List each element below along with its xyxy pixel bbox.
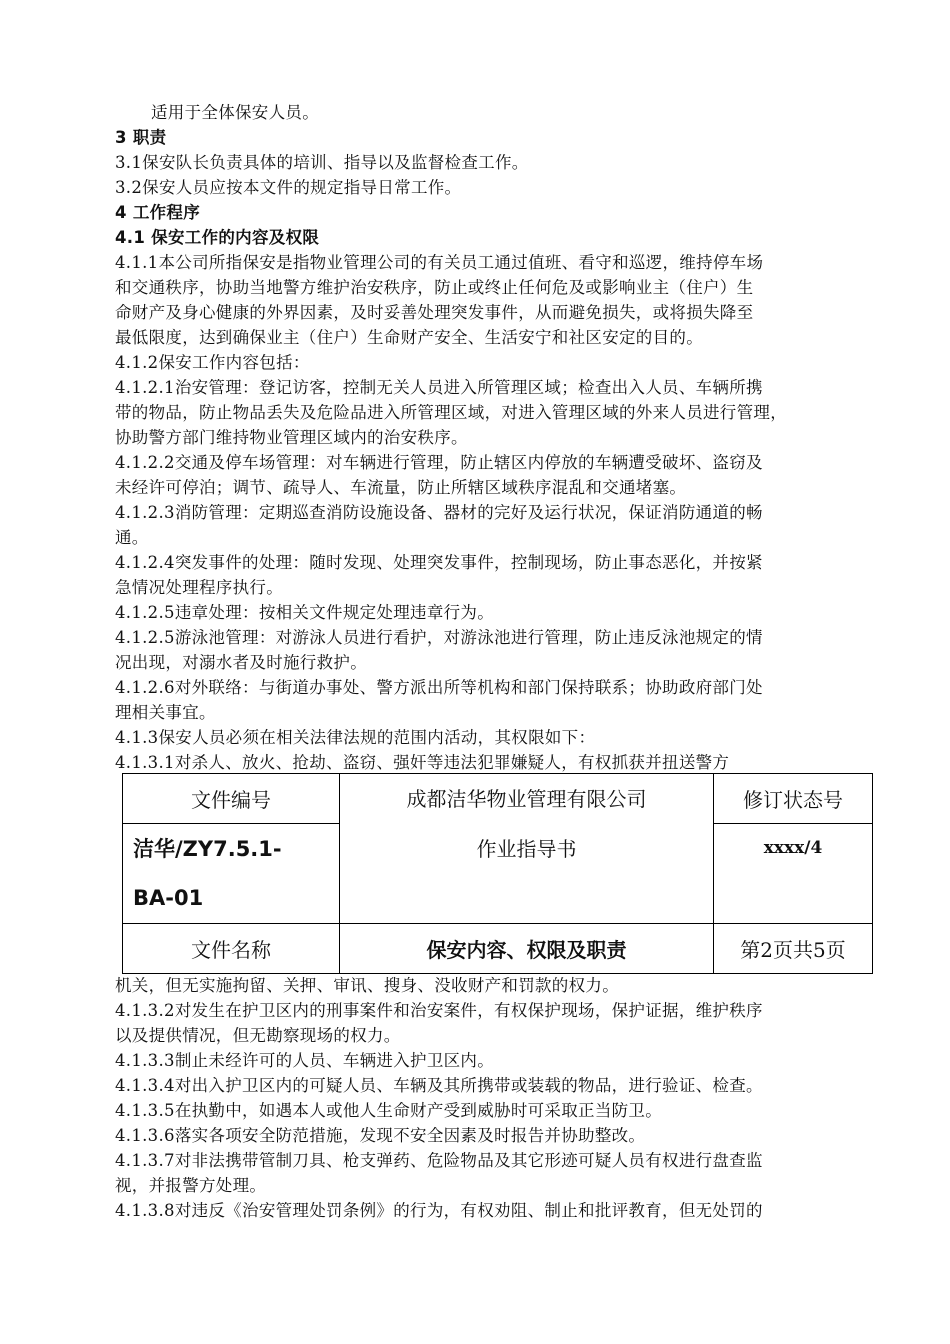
section-heading: 4 工作程序 [115, 203, 201, 222]
text-line: 4.1.3.3制止未经许可的人员、车辆进入护卫区内。 [115, 1051, 495, 1070]
text-line: 4.1.2.6对外联络：与街道办事处、警方派出所等机构和部门保持联系；协助政府部门处 [115, 678, 763, 697]
text-line: 和交通秩序，协助当地警方维护治安秩序，防止或终止任何危及或影响业主（住户）生 [115, 278, 754, 297]
text-line: 4.1.3.6落实各项安全防范措施，发现不安全因素及时报告并协助整改。 [115, 1126, 646, 1145]
text-line: 协助警方部门维持物业管理区域内的治安秩序。 [115, 428, 468, 447]
doc-number-line1: 洁华/ZY7.5.1- [133, 836, 282, 861]
revision-value: xxxx/4 [714, 824, 873, 924]
text-line: 以及提供情况，但无勘察现场的权力。 [115, 1026, 401, 1045]
body-text-bottom [115, 973, 875, 1223]
text-line: 4.1.3.7对非法携带管制刀具、枪支弹药、危险物品及其它形迹可疑人员有权进行盘查监 [115, 1151, 763, 1170]
text-line: 3.2保安人员应按本文件的规定指导日常工作。 [115, 178, 462, 197]
text-line: 4.1.3.2对发生在护卫区内的刑事案件和治安案件，有权保护现场，保护证据，维护秩序 [115, 1001, 763, 1020]
text-line: 4.1.3.1对杀人、放火、抢劫、盗窃、强奸等违法犯罪嫌疑人，有权抓获并扭送警方 [115, 753, 730, 772]
text-line: 4.1.2.3消防管理：定期巡查消防设施设备、器材的完好及运行状况，保证消防通道的畅 [115, 503, 763, 522]
text-line: 急情况处理程序执行。 [115, 578, 283, 597]
company-and-doc-type-cell [340, 774, 714, 924]
text-line: 命财产及身心健康的外界因素，及时妥善处理突发事件，从而避免损失，或将损失降至 [115, 303, 754, 322]
text-line: 4.1.2.4突发事件的处理：随时发现、处理突发事件，控制现场，防止事态恶化，并按紧 [115, 553, 763, 572]
text-line: 4.1.2.5游泳池管理：对游泳人员进行看护，对游泳池进行管理，防止违反泳池规定的情 [115, 628, 763, 647]
text-line: 4.1.3保安人员必须在相关法律法规的范围内活动，其权限如下： [115, 728, 596, 747]
text-line: 4.1.2.1治安管理：登记访客，控制无关人员进入所管理区域；检查出入人员、车辆所携 [115, 378, 763, 397]
text-line: 未经许可停泊；调节、疏导人、车流量，防止所辖区域秩序混乱和交通堵塞。 [115, 478, 687, 497]
section-heading: 3 职责 [115, 128, 167, 147]
doc-name-value: 保安内容、权限及职责 [340, 924, 714, 974]
text-line: 4.1.2保安工作内容包括： [115, 353, 310, 372]
text-line: 4.1.2.5违章处理：按相关文件规定处理违章行为。 [115, 603, 495, 622]
text-line: 机关，但无实施拘留、关押、审讯、搜身、没收财产和罚款的权力。 [115, 976, 619, 995]
doc-number-value [123, 824, 340, 924]
text-line: 适用于全体保安人员。 [151, 103, 319, 122]
revision-label: 修订状态号 [714, 774, 873, 824]
text-line: 4.1.3.8对违反《治安管理处罚条例》的行为，有权劝阻、制止和批评教育，但无处罚的 [115, 1201, 763, 1220]
text-line: 4.1.1本公司所指保安是指物业管理公司的有关员工通过值班、看守和巡逻，维持停车场 [115, 253, 764, 272]
document-header-table [122, 773, 873, 974]
doc-type: 作业指导书 [476, 837, 577, 861]
text-line: 4.1.3.4对出入护卫区内的可疑人员、车辆及其所携带或装载的物品，进行验证、检查。 [115, 1076, 763, 1095]
text-line: 理相关事宜。 [115, 703, 216, 722]
text-line: 带的物品，防止物品丢失及危险品进入所管理区域，对进入管理区域的外来人员进行管理， [115, 403, 787, 422]
text-line: 况出现，对溺水者及时施行救护。 [115, 653, 367, 672]
doc-name-label: 文件名称 [123, 924, 340, 974]
text-line: 4.1.2.2交通及停车场管理：对车辆进行管理，防止辖区内停放的车辆遭受破坏、盗窃及 [115, 453, 763, 472]
text-line: 4.1.3.5在执勤中，如遇本人或他人生命财产受到威胁时可采取正当防卫。 [115, 1101, 663, 1120]
text-line: 3.1保安队长负责具体的培训、指导以及监督检查工作。 [115, 153, 529, 172]
page-info: 第2页共5页 [714, 924, 873, 974]
doc-number-line2: BA-01 [133, 885, 204, 910]
company-name: 成都洁华物业管理有限公司 [406, 787, 647, 811]
text-line: 通。 [115, 528, 149, 547]
doc-number-label: 文件编号 [123, 774, 340, 824]
section-heading: 4.1 保安工作的内容及权限 [115, 228, 320, 247]
text-line: 视，并报警方处理。 [115, 1176, 267, 1195]
body-text-top [115, 100, 875, 775]
text-line: 最低限度，达到确保业主（住户）生命财产安全、生活安宁和社区安定的目的。 [115, 328, 703, 347]
